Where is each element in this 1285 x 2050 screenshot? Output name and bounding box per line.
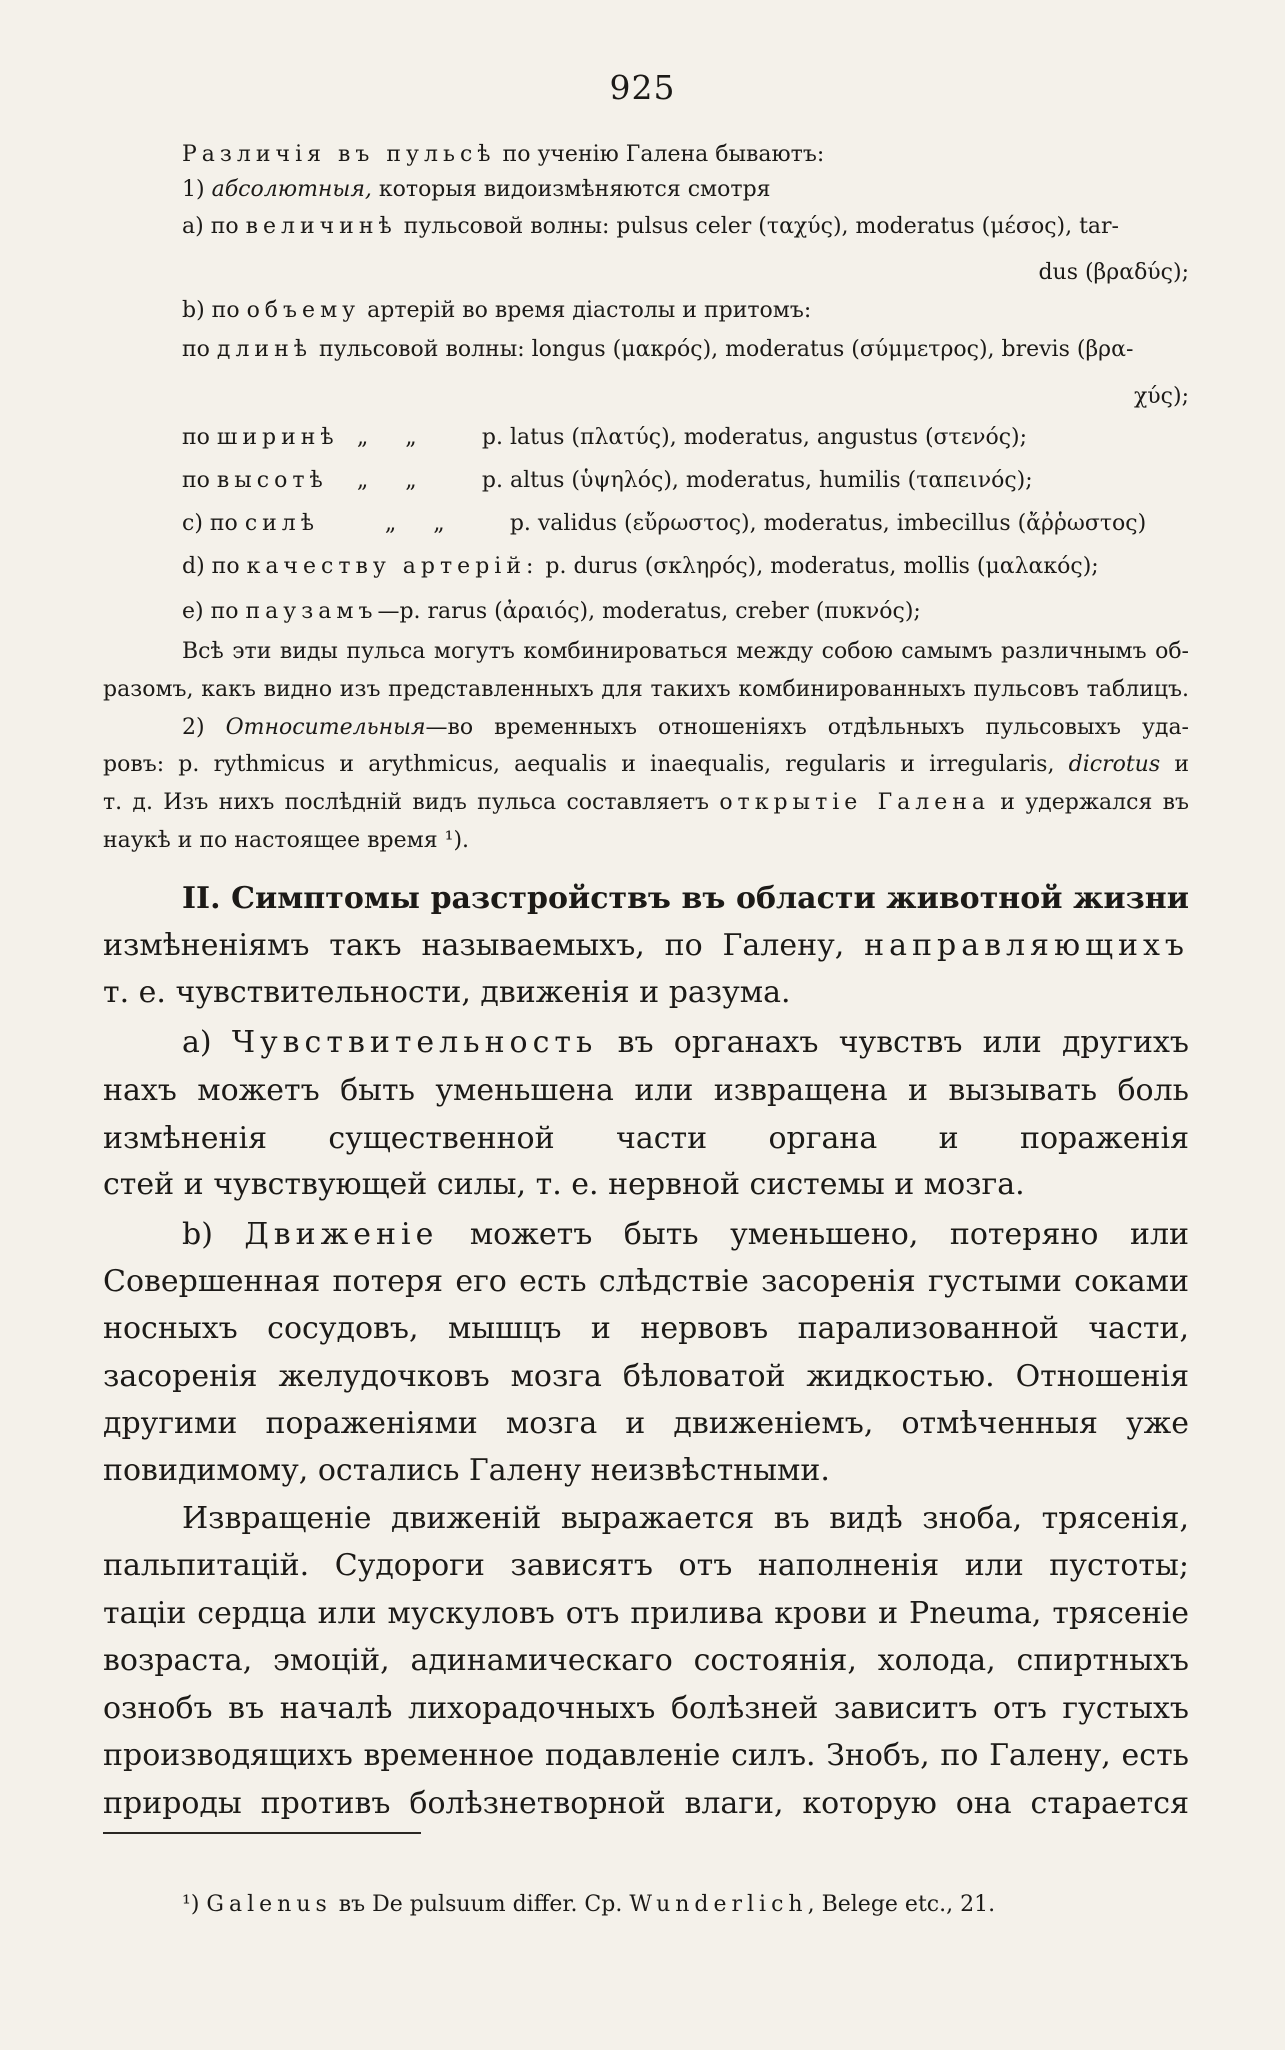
text-line: ознобъ въ началѣ лихорадочныхъ болѣзней зависитъ отъ густыхъ <box>103 1691 1189 1726</box>
text-line: разомъ, какъ видно изъ представленныхъ для такихъ комбинированныхъ пульсовъ таблицъ. <box>103 677 1189 702</box>
text-line: Различія въ пульсѣ по ученію Галена бываютъ: <box>182 142 825 167</box>
text-line: e) по паузамъ—p. rarus (ἀραιός), moderatus, creber (πυκνός); <box>182 599 921 624</box>
text-line: измѣненія существенной части органа и пораженія <box>103 1121 1189 1156</box>
text-line: возраста, эмоцій, адинамическаго состоянія, холода, спиртныхъ <box>103 1643 1189 1678</box>
text-line: 2) Относительныя—во временныхъ отношеніяхъ отдѣльныхъ пульсовыхъ уда- <box>182 715 1189 740</box>
text-line: d) по качеству артерій: p. durus (σκληρός), moderatus, mollis (μαλακός); <box>182 554 1099 579</box>
text-line: а) Чувствительность въ органахъ чувствъ или другихъ <box>182 1025 1189 1060</box>
text-line: Совершенная потеря его есть слѣдствіе засоренія густыми соками <box>103 1264 1189 1299</box>
text-line: производящихъ временное подавленіе силъ. Знобъ, по Галену, есть <box>103 1738 1189 1773</box>
text-line: пальпитацій. Судороги зависятъ отъ наполненія или пустоты; <box>103 1548 1189 1583</box>
footnote-divider <box>103 1832 421 1834</box>
text-line: т. е. чувствительности, движенія и разума. <box>103 975 791 1010</box>
text-line: по длинѣ пульсовой волны: longus (μακρός), moderatus (σύμμετρος), brevis (βρα- <box>182 337 1134 362</box>
text-line: стей и чувствующей силы, т. е. нервной системы и мозга. <box>103 1167 1025 1202</box>
text-line: повидимому, остались Галену неизвѣстными. <box>103 1453 830 1488</box>
text-line: c) по силѣ „ „ p. validus (εὔρωστος), moderatus, imbecillus (ἄῤῥωστος) <box>182 511 1147 536</box>
text-line: наукѣ и по настоящее время ¹). <box>103 828 470 853</box>
text-line: засоренія желудочковъ мозга бѣловатой жидкостью. Отношенія <box>103 1359 1189 1394</box>
text-line: измѣненіямъ такъ называемыхъ, по Галену, направляющихъ <box>103 928 1189 963</box>
text-line: другими пораженіями мозга и движеніемъ, отмѣченныя уже <box>103 1406 1189 1441</box>
text-line: χύς); <box>1133 384 1189 409</box>
text-line: природы противъ болѣзнетворной влаги, которую она старается <box>103 1786 1189 1821</box>
text-line: b) Движеніе можетъ быть уменьшено, потеряно или <box>182 1217 1189 1252</box>
text-line: 1) абсолютныя, которыя видоизмѣняются смотря <box>182 177 771 202</box>
text-line: II. Симптомы разстройствъ въ области животной жизни <box>182 881 1189 916</box>
text-line: ровъ: p. rythmicus и arythmicus, aequalis и inaequalis, regularis и irregularis, dicrotus и <box>103 752 1189 777</box>
text-line: а) по величинѣ пульсовой волны: pulsus celer (ταχύς), moderatus (μέσος), tar- <box>182 214 1119 239</box>
text-line: по ширинѣ „ „ p. latus (πλατύς), moderatus, angustus (στενός); <box>182 425 1028 450</box>
text-line: нахъ можетъ быть уменьшена или извращена и вызывать боль <box>103 1073 1189 1108</box>
footnote: ¹) Galenus въ De pulsuum differ. Cp. Wunderlich, Belege etc., 21. <box>182 1892 996 1917</box>
text-line: Всѣ эти виды пульса могутъ комбинироваться между собою самымъ различнымъ об- <box>182 639 1189 664</box>
text-line: по высотѣ „ „ p. altus (ὑψηλός), moderatus, humilis (ταπεινός); <box>182 468 1033 493</box>
text-line: таціи сердца или мускуловъ отъ прилива крови и Pneuma, трясеніе <box>103 1596 1189 1631</box>
text-line: носныхъ сосудовъ, мышцъ и нервовъ парализованной части, <box>103 1311 1189 1346</box>
text-line: Извращеніе движеній выражается въ видѣ зноба, трясенія, <box>182 1501 1189 1536</box>
text-line: dus (βραδύς); <box>1038 260 1189 285</box>
page-number: 925 <box>609 68 676 107</box>
text-line: b) по объему артерій во время діастолы и притомъ: <box>182 298 812 323</box>
text-line: т. д. Изъ нихъ послѣдній видъ пульса составляетъ открытіе Галена и удержался въ <box>103 790 1189 815</box>
